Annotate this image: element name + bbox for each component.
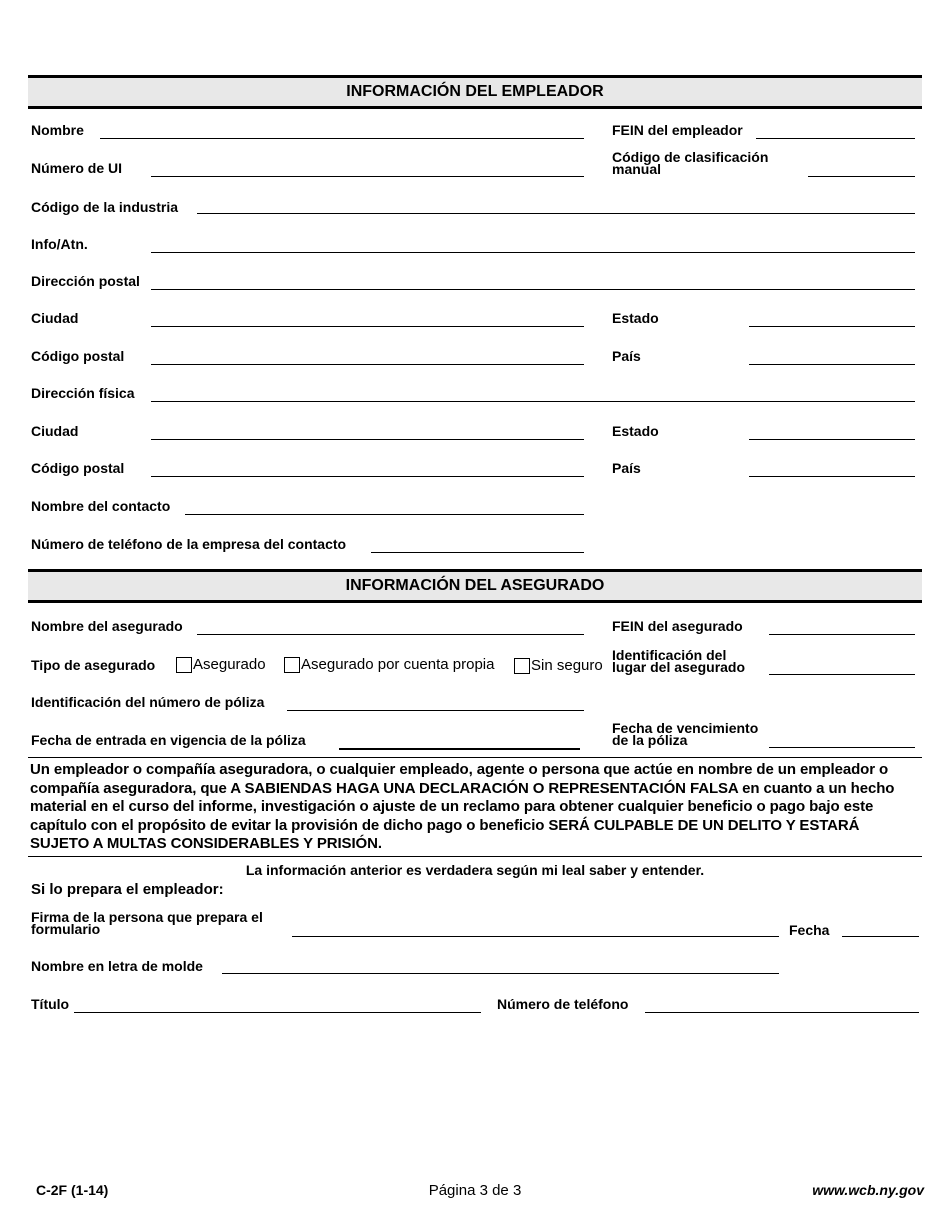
info-attn-label: Info/Atn. xyxy=(31,236,88,252)
industry-code-field[interactable] xyxy=(197,213,915,214)
industry-code-label: Código de la industria xyxy=(31,199,179,215)
self-insured-option-label: Asegurado por cuenta propia xyxy=(301,656,495,673)
insured-fein-field[interactable] xyxy=(769,634,915,635)
contact-phone-label: Número de teléfono de la empresa del contacto xyxy=(31,536,347,552)
effective-date-field[interactable] xyxy=(339,748,580,750)
fraud-warning: Un empleador o compañía aseguradora, o cualquier empleado, agente o persona que actúe en nombre de un empleador o compañía aseguradora, que A SABIENDAS HAGA UNA DECLARACIÓN O REPRESENTACIÓN FALSA en cuanto a un hecho material en el curso del informe, investigación o ajuste de un reclamo para obtener cualquier beneficio o pago bajo este capítulo con el propósito de evitar la provisión de dicho pago o beneficio SERÁ CULPABLE DE UN DELITO Y ESTARÁ SUJETO A MULTAS CONSIDERABLES Y PRISIÓN. xyxy=(30,761,895,853)
signature-label-1: Firma de la persona que prepara el xyxy=(31,909,263,925)
insured-section-header: INFORMACIÓN DEL ASEGURADO xyxy=(28,569,922,603)
mailing-address-label: Dirección postal xyxy=(31,273,140,289)
signature-field[interactable] xyxy=(292,936,779,937)
physical-zip-label: Código postal xyxy=(31,460,125,476)
employer-section-header: INFORMACIÓN DEL EMPLEADOR xyxy=(28,75,922,109)
self-insured-option-checkbox[interactable] xyxy=(284,657,300,673)
mailing-country-label: País xyxy=(612,348,641,364)
employer-fein-field[interactable] xyxy=(756,138,915,139)
physical-address-field[interactable] xyxy=(151,401,915,402)
certification-statement: La información anterior es verdadera según mi leal saber y entender. xyxy=(245,862,705,878)
class-code-label-1: Código de clasificación xyxy=(612,149,769,165)
physical-city-label: Ciudad xyxy=(31,423,79,439)
contact-phone-field[interactable] xyxy=(371,552,584,553)
uninsured-option-checkbox[interactable] xyxy=(514,658,530,674)
ui-number-field[interactable] xyxy=(151,176,584,177)
expiration-date-label-2: de la póliza xyxy=(612,732,688,748)
mailing-zip-label: Código postal xyxy=(31,348,125,364)
preparer-title-label: Título xyxy=(31,996,70,1012)
location-id-label-1: Identificación del xyxy=(612,647,727,663)
mailing-state-field[interactable] xyxy=(749,326,915,327)
warning-top-divider xyxy=(28,757,922,758)
mailing-state-label: Estado xyxy=(612,310,659,326)
info-attn-field[interactable] xyxy=(151,252,915,253)
class-code-label-2: manual xyxy=(612,161,662,177)
signature-label-2: formulario xyxy=(31,921,101,937)
print-name-label: Nombre en letra de molde xyxy=(31,958,203,974)
physical-city-field[interactable] xyxy=(151,439,584,440)
insured-option-label: Asegurado xyxy=(193,656,266,673)
insured-fein-label: FEIN del asegurado xyxy=(612,618,743,634)
physical-country-label: País xyxy=(612,460,641,476)
class-code-field[interactable] xyxy=(808,176,915,177)
effective-date-label: Fecha de entrada en vigencia de la póliza xyxy=(31,732,306,748)
warning-bottom-divider xyxy=(28,856,922,857)
preparer-phone-field[interactable] xyxy=(645,1012,919,1013)
form-id: C-2F (1-14) xyxy=(36,1182,109,1198)
contact-name-field[interactable] xyxy=(185,514,584,515)
mailing-city-label: Ciudad xyxy=(31,310,79,326)
contact-name-label: Nombre del contacto xyxy=(31,498,171,514)
expiration-date-field[interactable] xyxy=(769,747,915,748)
physical-address-label: Dirección física xyxy=(31,385,135,401)
signature-date-label: Fecha xyxy=(789,922,830,938)
mailing-address-field[interactable] xyxy=(151,289,915,290)
preparer-title-field[interactable] xyxy=(74,1012,481,1013)
uninsured-option-label: Sin seguro xyxy=(531,657,603,674)
employer-name-field[interactable] xyxy=(100,138,584,139)
website-link[interactable]: www.wcb.ny.gov xyxy=(812,1182,924,1198)
page-number: Página 3 de 3 xyxy=(428,1182,522,1199)
employer-name-label: Nombre xyxy=(31,122,84,138)
insured-type-label: Tipo de asegurado xyxy=(31,657,156,673)
mailing-city-field[interactable] xyxy=(151,326,584,327)
print-name-field[interactable] xyxy=(222,973,779,974)
insured-name-label: Nombre del asegurado xyxy=(31,618,183,634)
prepared-by-label: Si lo prepara el empleador: xyxy=(31,881,224,898)
insured-name-field[interactable] xyxy=(197,634,584,635)
physical-country-field[interactable] xyxy=(749,476,915,477)
preparer-phone-label: Número de teléfono xyxy=(497,996,629,1012)
location-id-field[interactable] xyxy=(769,674,915,675)
policy-id-field[interactable] xyxy=(287,710,584,711)
physical-zip-field[interactable] xyxy=(151,476,584,477)
physical-state-label: Estado xyxy=(612,423,659,439)
mailing-country-field[interactable] xyxy=(749,364,915,365)
employer-fein-label: FEIN del empleador xyxy=(612,122,743,138)
location-id-label-2: lugar del asegurado xyxy=(612,659,746,675)
mailing-zip-field[interactable] xyxy=(151,364,584,365)
policy-id-label: Identificación del número de póliza xyxy=(31,694,265,710)
ui-number-label: Número de UI xyxy=(31,160,123,176)
physical-state-field[interactable] xyxy=(749,439,915,440)
expiration-date-label-1: Fecha de vencimiento xyxy=(612,720,759,736)
insured-option-checkbox[interactable] xyxy=(176,657,192,673)
signature-date-field[interactable] xyxy=(842,936,919,937)
